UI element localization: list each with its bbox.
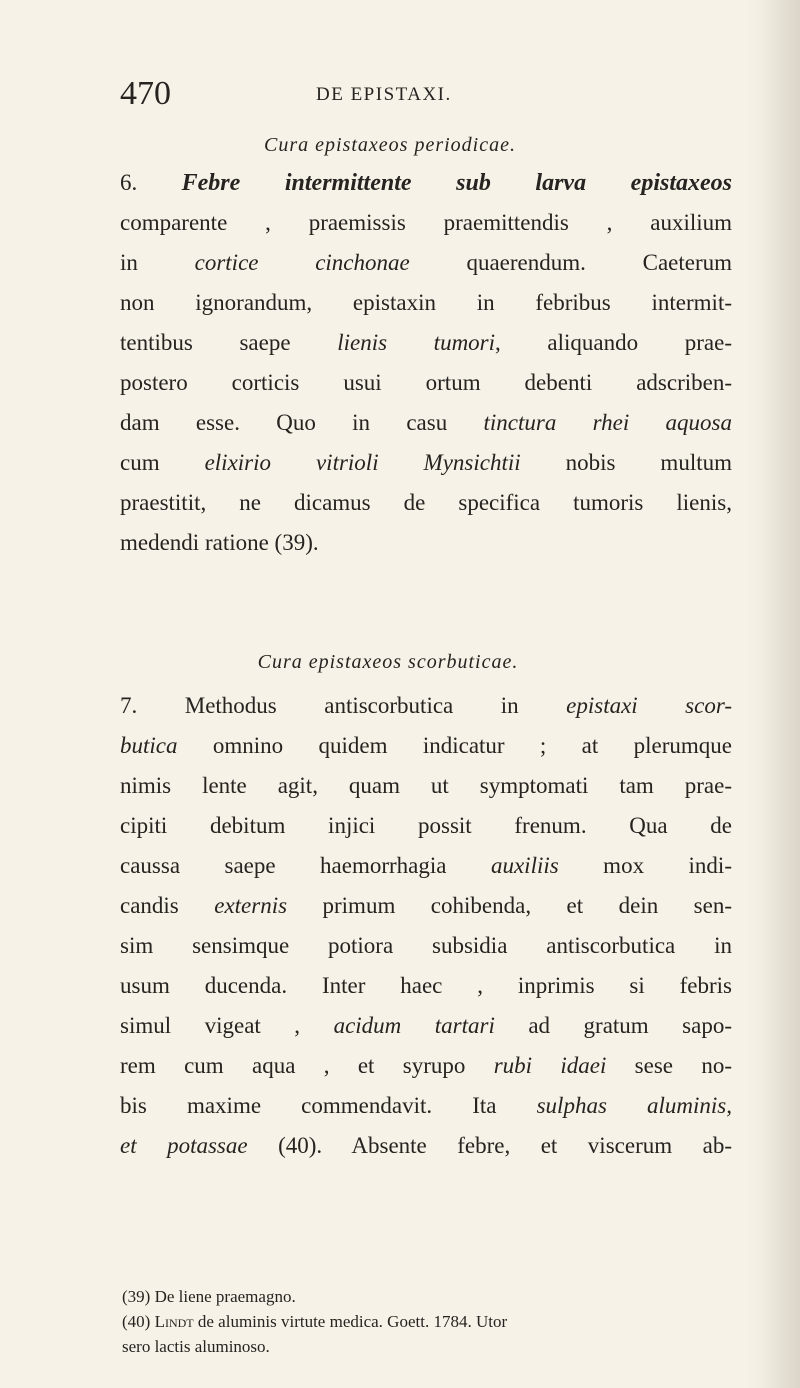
text-run: rem cum aqua , et syrupo bbox=[120, 1053, 494, 1078]
text-line bbox=[120, 163, 732, 203]
text-line bbox=[120, 483, 732, 523]
italic-term: acidum tartari bbox=[333, 1013, 495, 1038]
text-line bbox=[120, 1126, 732, 1166]
text-line bbox=[120, 243, 732, 283]
text-run: candis bbox=[120, 893, 215, 918]
text-run: bis maxime commendavit. Ita bbox=[120, 1093, 537, 1118]
italic-term: auxiliis bbox=[490, 853, 559, 878]
italic-term: Febre intermittente sub larva epistaxeos bbox=[181, 170, 732, 196]
text-run: (39) De liene praemagno. bbox=[122, 1287, 296, 1306]
text-run: 6. bbox=[120, 170, 182, 195]
text-line bbox=[120, 686, 732, 726]
text-run: sero lactis aluminoso. bbox=[122, 1337, 270, 1356]
text-run: postero corticis usui ortum debenti adscriben- bbox=[120, 370, 732, 395]
text-run: comparente , praemissis praemittendis , auxilium bbox=[120, 210, 732, 235]
italic-term: cortice cinchonae bbox=[194, 250, 410, 275]
italic-term: rubi idaei bbox=[493, 1053, 607, 1078]
footnote-line bbox=[122, 1284, 742, 1309]
page-edge-shading bbox=[760, 0, 800, 1388]
text-run: dam esse. Quo in casu bbox=[120, 410, 484, 435]
text-line bbox=[120, 523, 732, 563]
text-run: (40) bbox=[122, 1312, 155, 1331]
text-line bbox=[120, 1046, 732, 1086]
italic-term: sulphas aluminis, bbox=[536, 1093, 733, 1118]
text-run: usum ducenda. Inter haec , inprimis si febris bbox=[120, 973, 732, 998]
text-run: non ignorandum, epistaxin in febribus intermit- bbox=[120, 290, 732, 315]
text-run: sim sensimque potiora subsidia antiscorbutica in bbox=[120, 933, 732, 958]
text-line bbox=[120, 926, 732, 966]
text-run: nobis multum bbox=[520, 450, 732, 475]
text-line bbox=[120, 323, 732, 363]
text-run: sese no- bbox=[606, 1053, 732, 1078]
text-run: ad gratum sapo- bbox=[494, 1013, 732, 1038]
text-run: caussa saepe haemorrhagia bbox=[120, 853, 491, 878]
paragraph-7 bbox=[120, 686, 732, 1166]
italic-term: epistaxi scor- bbox=[566, 693, 732, 718]
text-run: cipiti debitum injici possit frenum. Qua de bbox=[120, 813, 732, 838]
section-title-scorbuticae: Cura epistaxeos scorbuticae. bbox=[257, 651, 519, 673]
footnote-line bbox=[122, 1309, 742, 1334]
text-line bbox=[120, 443, 732, 483]
italic-term: et potassae bbox=[120, 1133, 248, 1158]
text-line bbox=[120, 806, 732, 846]
text-line bbox=[120, 203, 732, 243]
text-run: cum bbox=[120, 450, 205, 475]
text-run: nimis lente agit, quam ut symptomati tam prae- bbox=[120, 773, 732, 798]
running-head bbox=[0, 74, 800, 114]
section-title-periodicae: Cura epistaxeos periodicae. bbox=[264, 134, 516, 156]
footnotes bbox=[122, 1284, 742, 1359]
page-number: 470 bbox=[120, 75, 171, 112]
italic-term: elixirio vitrioli Mynsichtii bbox=[204, 450, 521, 475]
text-run: de aluminis virtute medica. Goett. 1784. Utor bbox=[193, 1312, 508, 1331]
text-line bbox=[120, 1006, 732, 1046]
text-line bbox=[120, 726, 732, 766]
footnote-line bbox=[122, 1334, 742, 1359]
paragraph-6 bbox=[120, 163, 732, 563]
text-run: 7. Methodus antiscorbutica in bbox=[120, 693, 567, 718]
text-line bbox=[120, 886, 732, 926]
text-run: mox indi- bbox=[558, 853, 732, 878]
text-run: omnino quidem indicatur ; at plerumque bbox=[177, 733, 732, 758]
text-line bbox=[120, 966, 732, 1006]
text-line bbox=[120, 766, 732, 806]
text-run: praestitit, ne dicamus de specifica tumoris lienis, bbox=[120, 490, 732, 515]
text-run: tentibus saepe bbox=[120, 330, 338, 355]
text-run: primum cohibenda, et dein sen- bbox=[287, 893, 732, 918]
running-title: DE EPISTAXI. bbox=[316, 84, 452, 105]
text-run: quaerendum. Caeterum bbox=[409, 250, 733, 275]
italic-term: butica bbox=[120, 733, 178, 758]
text-line bbox=[120, 283, 732, 323]
text-line bbox=[120, 846, 732, 886]
italic-term: tinctura rhei aquosa bbox=[483, 410, 732, 435]
author-name: Lindt bbox=[154, 1312, 194, 1331]
text-run: medendi ratione (39). bbox=[120, 530, 319, 555]
text-line bbox=[120, 363, 732, 403]
text-line bbox=[120, 1086, 732, 1126]
text-run: , aliquando prae- bbox=[495, 330, 733, 355]
italic-term: externis bbox=[214, 893, 288, 918]
text-line bbox=[120, 403, 732, 443]
text-run: in bbox=[120, 250, 195, 275]
italic-term: lienis tumori bbox=[337, 330, 496, 355]
text-run: simul vigeat , bbox=[120, 1013, 334, 1038]
text-run: (40). Absente febre, et viscerum ab- bbox=[247, 1133, 732, 1158]
